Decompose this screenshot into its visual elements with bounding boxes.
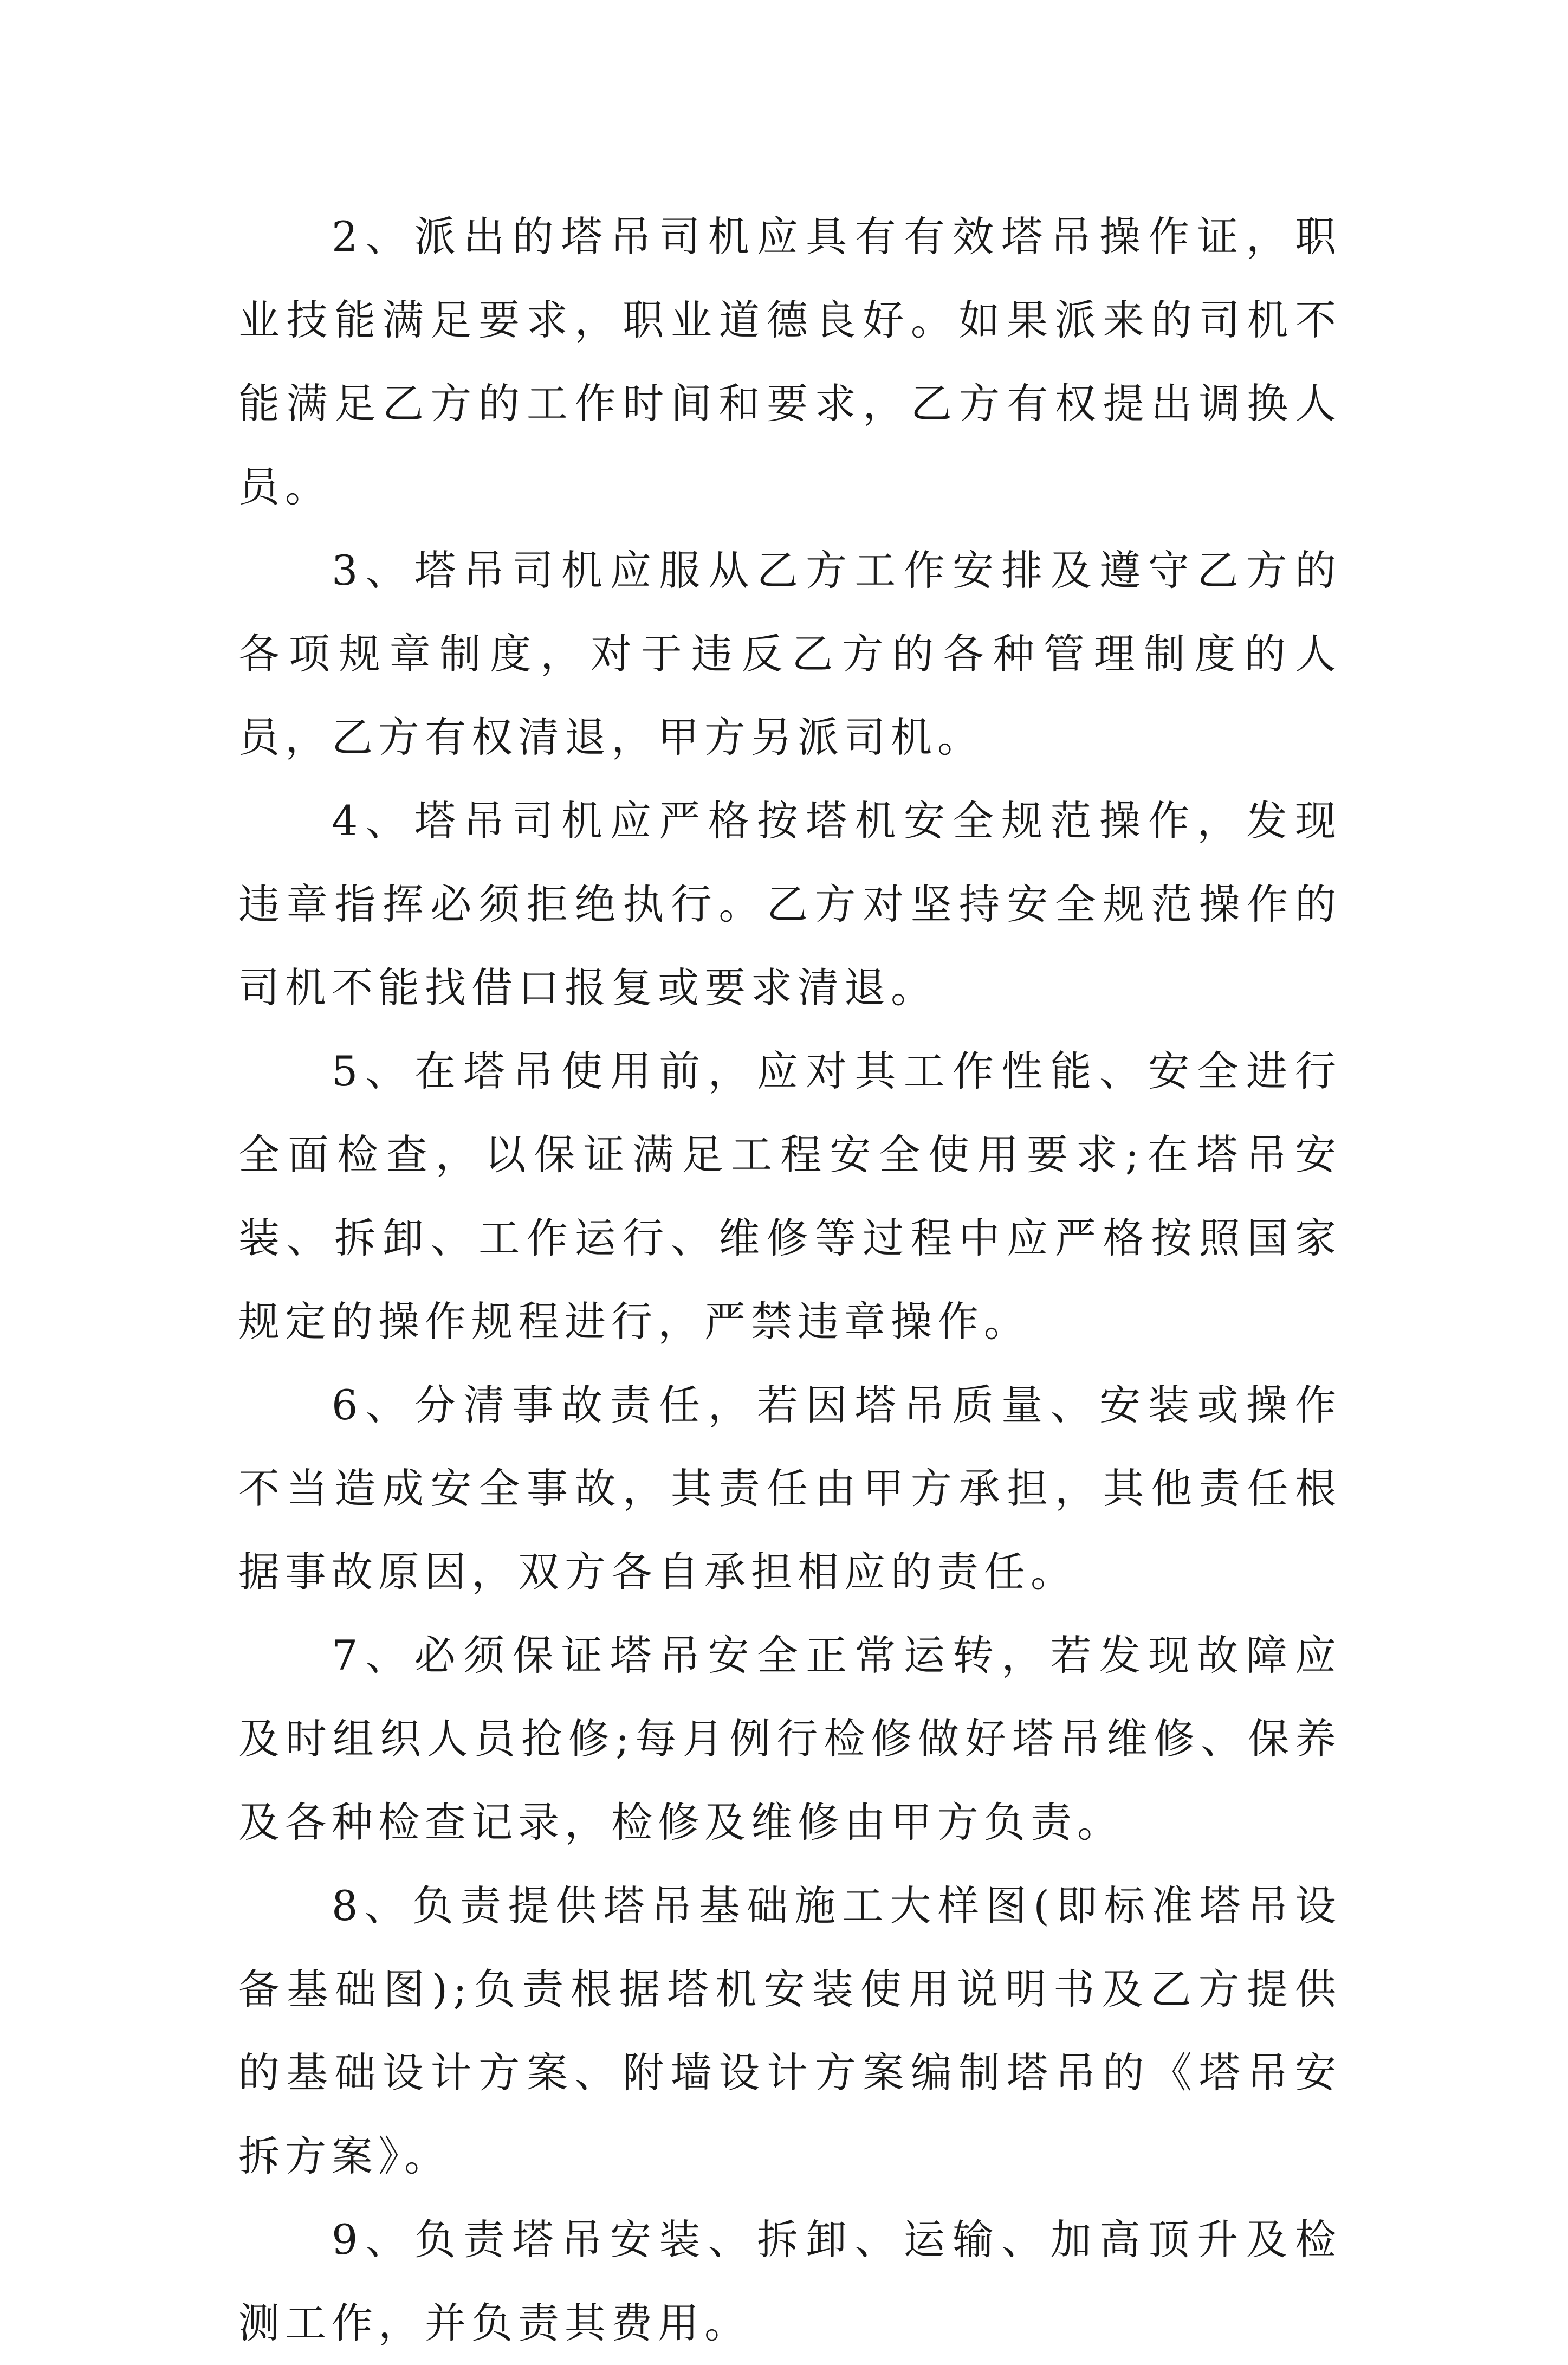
clause-3-paragraph: 3、塔吊司机应服从乙方工作安排及遵守乙方的各项规章制度，对于违反乙方的各种管理制度的人员，乙方有权清退，甲方另派司机。 bbox=[238, 546, 1342, 761]
clause-4-paragraph: 4、塔吊司机应严格按塔机安全规范操作，发现违章指挥必须拒绝执行。乙方对坚持安全规范操作的司机不能找借口报复或要求清退。 bbox=[238, 797, 1342, 1012]
clause-2-paragraph: 2、派出的塔吊司机应具有有效塔吊操作证，职业技能满足要求，职业道德良好。如果派来的司机不能满足乙方的工作时间和要求，乙方有权提出调换人员。 bbox=[238, 212, 1342, 511]
clause-5-paragraph: 5、在塔吊使用前，应对其工作性能、安全进行全面检查，以保证满足工程安全使用要求;在塔吊安装、拆卸、工作运行、维修等过程中应严格按照国家规定的操作规程进行，严禁违章操作。 bbox=[238, 1047, 1342, 1346]
clause-6-paragraph: 6、分清事故责任，若因塔吊质量、安装或操作不当造成安全事故，其责任由甲方承担，其他责任根据事故原因，双方各自承担相应的责任。 bbox=[238, 1381, 1342, 1596]
clause-9-paragraph: 9、负责塔吊安装、拆卸、运输、加高顶升及检测工作，并负责其费用。 bbox=[238, 2215, 1342, 2347]
clause-8-paragraph: 8、负责提供塔吊基础施工大样图(即标准塔吊设备基础图);负责根据塔机安装使用说明书及乙方提供的基础设计方案、附墙设计方案编制塔吊的《塔吊安拆方案》。 bbox=[238, 1882, 1342, 2180]
document-body bbox=[238, 195, 1342, 2365]
clause-7-paragraph: 7、必须保证塔吊安全正常运转，若发现故障应及时组织人员抢修;每月例行检修做好塔吊维修、保养及各种检查记录，检修及维修由甲方负责。 bbox=[238, 1631, 1342, 1846]
